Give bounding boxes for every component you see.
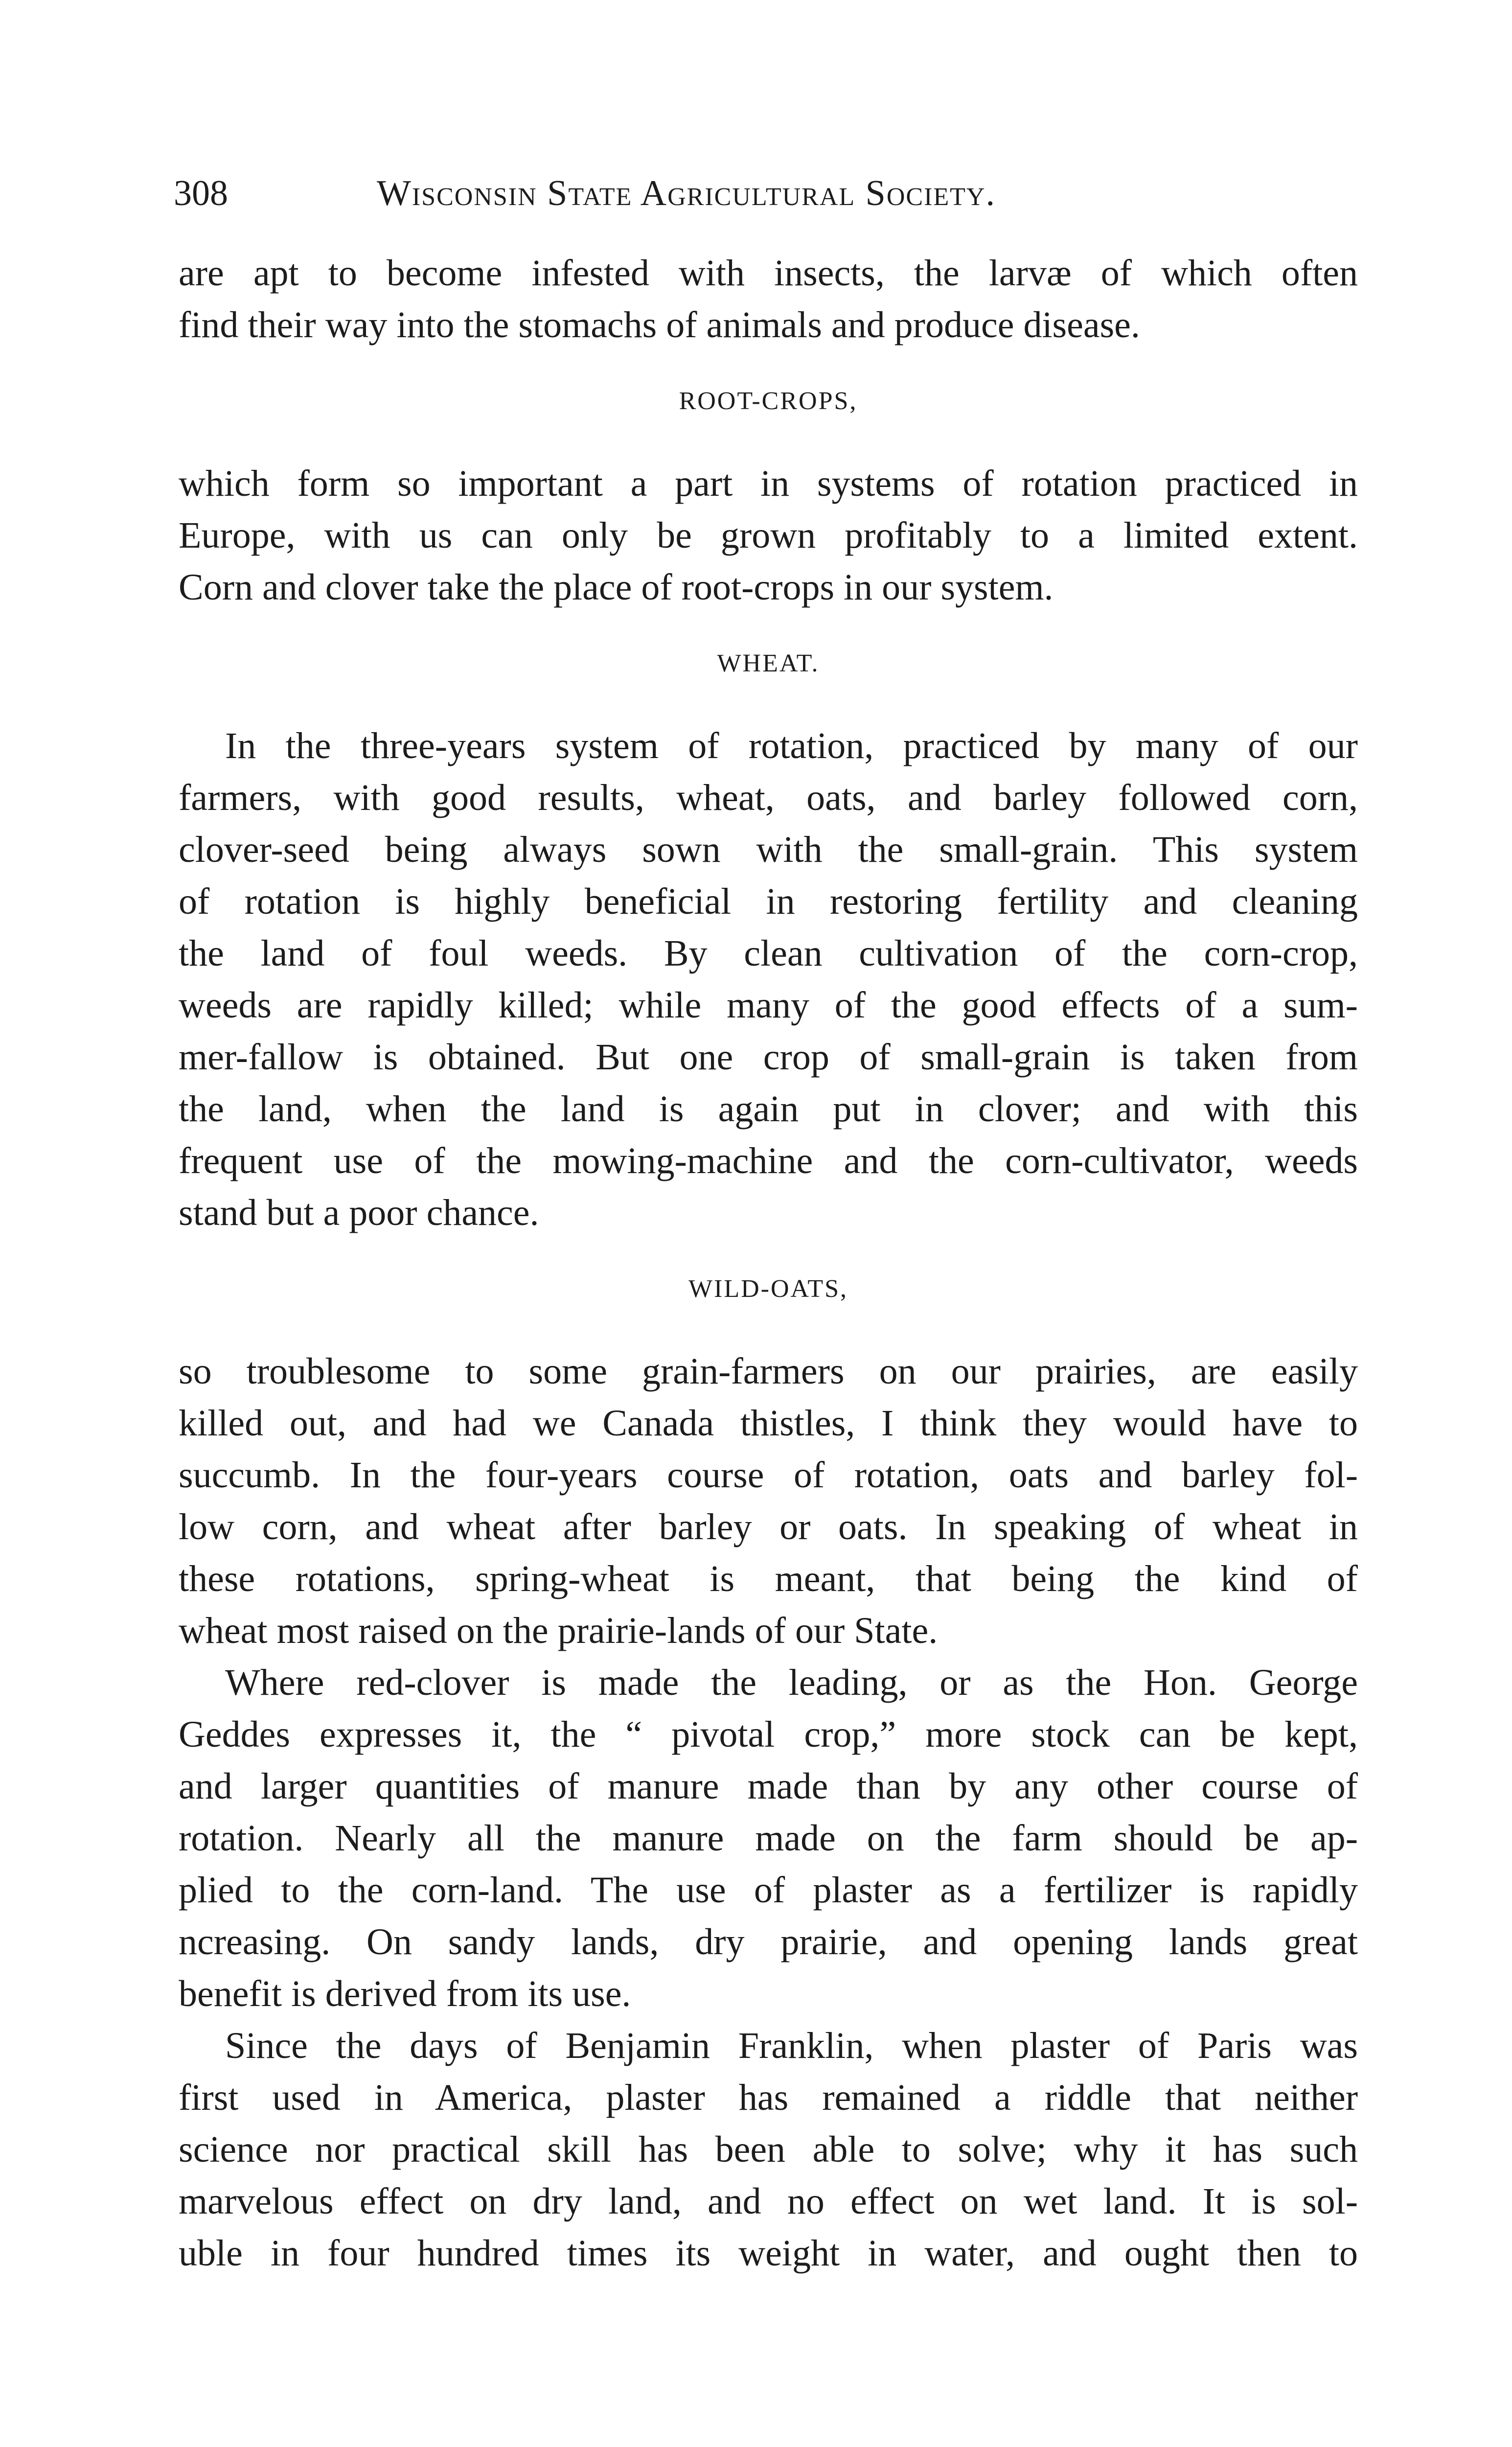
text-line: mer-fallow is obtained. But one crop of small-grain is taken from [179,1037,1358,1078]
text-line: frequent use of the mowing-machine and the corn-cultivator, weeds [179,1140,1358,1181]
text-line: benefit is derived from its use. [179,1973,631,2014]
text-line: stand but a poor chance. [179,1192,539,1233]
text-line: Corn and clover take the place of root-crops in our system. [179,567,1054,608]
page-number: 308 [174,173,228,213]
text-line: find their way into the stomachs of animals and produce disease. [179,304,1140,346]
text-line: Since the days of Benjamin Franklin, when plaster of Paris was [225,2025,1358,2066]
wild-oats-paragraph [179,1345,1358,1657]
text-line: first used in America, plaster has remained a riddle that neither [179,2077,1358,2118]
text-line: Geddes expresses it, the “ pivotal crop,” more stock can be kept, [179,1714,1358,1755]
wheat-paragraph [179,720,1358,1239]
text-line: ncreasing. On sandy lands, dry prairie, and opening lands great [179,1921,1358,1962]
text-line: plied to the corn-land. The use of plaster as a fertilizer is rapidly [179,1870,1358,1911]
text-line: clover-seed being always sown with the small-grain. This system [179,829,1358,870]
body-text [179,247,1358,2279]
intro-paragraph [179,247,1358,351]
text-line: rotation. Nearly all the manure made on the farm should be ap- [179,1818,1358,1859]
text-line: succumb. In the four-years course of rotation, oats and barley fol- [179,1454,1358,1496]
text-line: which form so important a part in systems of rotation practiced in [179,463,1358,504]
text-line: so troublesome to some grain-farmers on our prairies, are easily [179,1351,1358,1392]
franklin-paragraph [179,2020,1358,2279]
root-crops-paragraph [179,458,1358,613]
text-line: Where red-clover is made the leading, or as the Hon. George [225,1662,1358,1703]
text-line: of rotation is highly beneficial in restoring fertility and cleaning [179,881,1358,922]
text-line: uble in four hundred times its weight in water, and ought then to [179,2233,1358,2274]
text-line: In the three-years system of rotation, practiced by many of our [225,725,1358,766]
section-heading-wild-oats: WILD-OATS, [688,1275,848,1303]
text-line: and larger quantities of manure made than by any other course of [179,1766,1358,1807]
text-line: the land, when the land is again put in clover; and with this [179,1088,1358,1130]
text-line: marvelous effect on dry land, and no effect on wet land. It is sol- [179,2181,1358,2222]
text-line: are apt to become infested with insects, the larvæ of which often [179,253,1358,294]
text-line: Europe, with us can only be grown profitably to a limited extent. [179,515,1358,556]
section-heading-wheat: WHEAT. [717,649,820,677]
text-line: wheat most raised on the prairie-lands of our State. [179,1610,938,1651]
text-line: the land of foul weeds. By clean cultivation of the corn-crop, [179,933,1358,974]
text-line: farmers, with good results, wheat, oats, and barley followed corn, [179,777,1358,818]
text-line: killed out, and had we Canada thistles, I think they would have to [179,1403,1358,1444]
text-line: weeds are rapidly killed; while many of the good effects of a sum- [179,985,1358,1026]
running-title: Wisconsin State Agricultural Society. [377,173,996,213]
text-line: science nor practical skill has been able to solve; why it has such [179,2129,1358,2170]
section-heading-root-crops: ROOT-CROPS, [679,387,858,415]
running-head [174,166,1358,220]
red-clover-paragraph [179,1657,1358,2020]
text-line: low corn, and wheat after barley or oats. In speaking of wheat in [179,1506,1358,1547]
text-line: these rotations, spring-wheat is meant, that being the kind of [179,1558,1358,1599]
